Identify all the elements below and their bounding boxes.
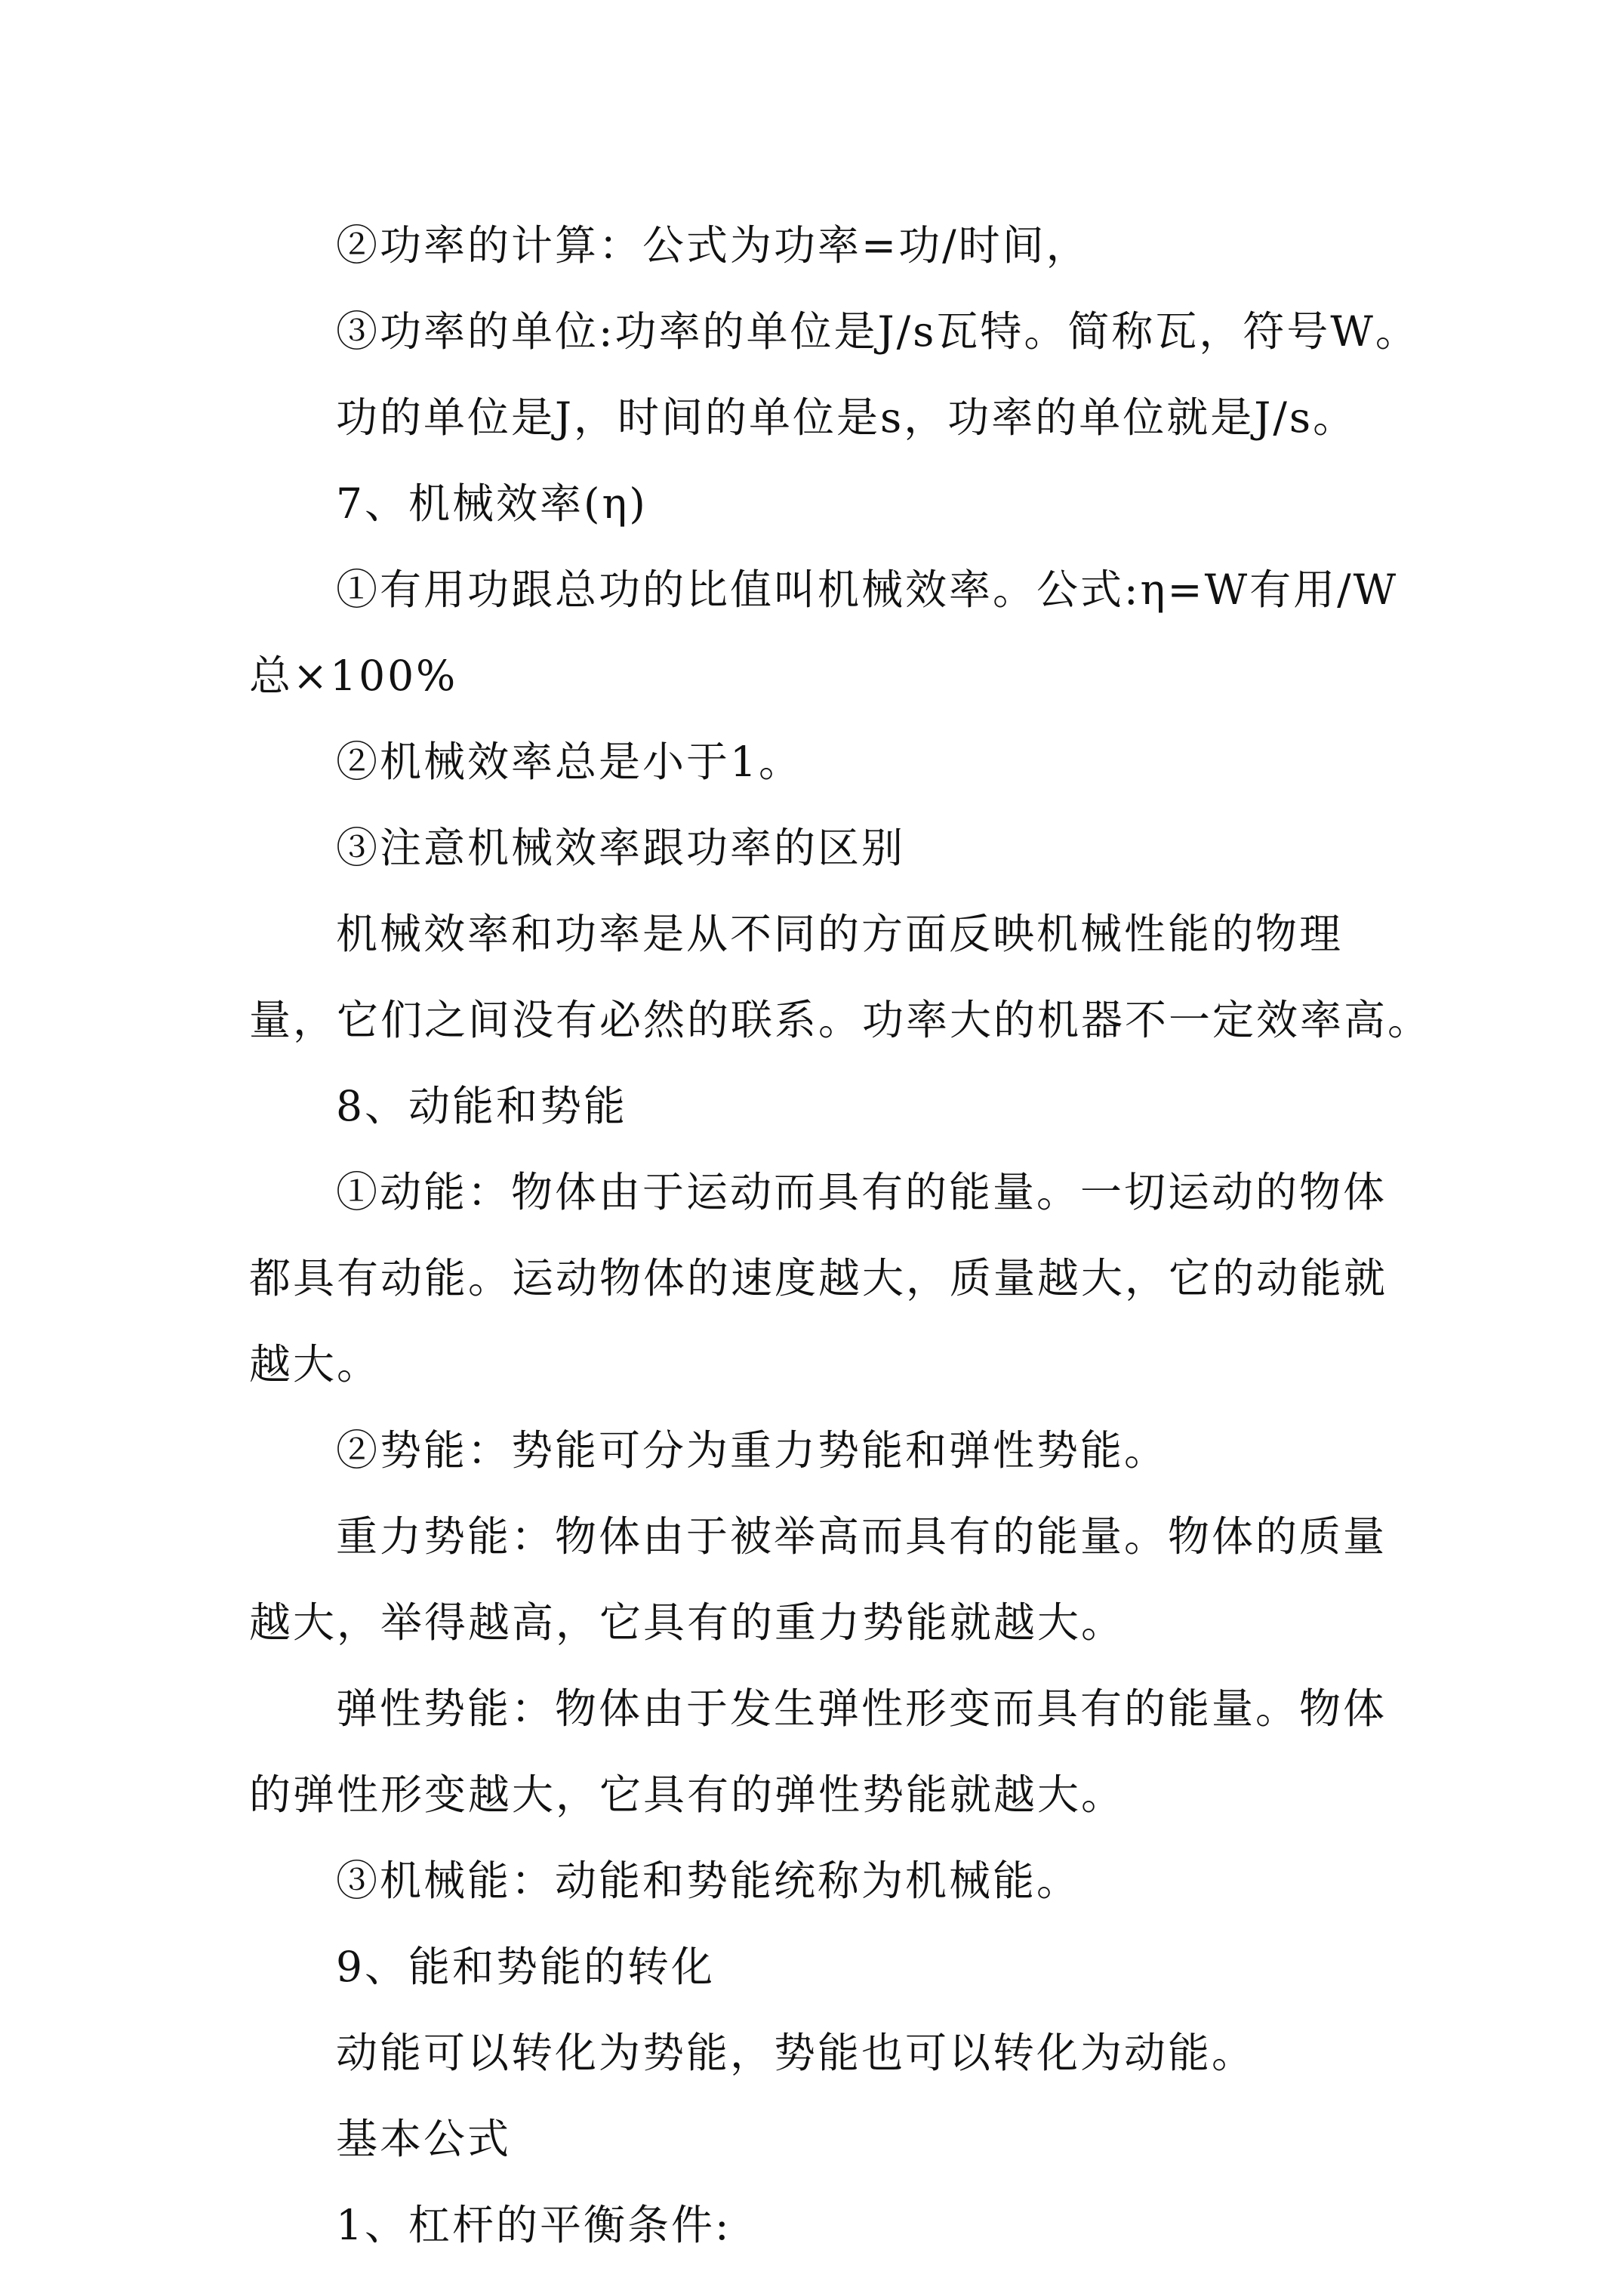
text-line: 重力势能：物体由于被举高而具有的能量。物体的质量	[336, 1512, 1387, 1561]
text-line: 都具有动能。运动物体的速度越大，质量越大，它的动能就	[249, 1254, 1388, 1302]
text-line: 机械效率和功率是从不同的方面反映机械性能的物理	[336, 910, 1344, 958]
text-line: ②功率的计算：公式为功率=功/时间，	[336, 221, 1090, 270]
section-heading: 基本公式	[336, 2115, 512, 2163]
document-body	[249, 202, 1432, 2268]
text-line: 总×100%	[249, 652, 458, 700]
section-heading: 7、机械效率(η)	[336, 479, 648, 528]
text-line: ②机械效率总是小于1。	[336, 738, 802, 786]
text-line: ③机械能：动能和势能统称为机械能。	[336, 1857, 1081, 1905]
text-line: ①有用功跟总功的比值叫机械效率。公式:η=W有用/W	[336, 566, 1399, 614]
text-line: ③功率的单位:功率的单位是J/s瓦特。简称瓦，符号W。	[336, 307, 1419, 356]
text-line: 弹性势能：物体由于发生弹性形变而具有的能量。物体	[336, 1684, 1387, 1733]
text-line: 的弹性形变越大，它具有的弹性势能就越大。	[249, 1771, 1126, 1819]
text-line: ③注意机械效率跟功率的区别	[336, 824, 906, 872]
section-heading: 9、能和势能的转化	[336, 1943, 715, 1991]
text-line: ②势能：势能可分为重力势能和弹性势能。	[336, 1426, 1169, 1475]
text-line: 动能可以转化为势能，势能也可以转化为动能。	[336, 2029, 1256, 2077]
section-heading: 8、动能和势能	[336, 1082, 627, 1130]
text-line: 量，它们之间没有必然的联系。功率大的机器不一定效率高。	[249, 996, 1432, 1044]
text-line: 越大。	[249, 1340, 381, 1388]
text-line: 功的单位是J，时间的单位是s，功率的单位就是J/s。	[336, 393, 1357, 442]
text-line: ①动能：物体由于运动而具有的能量。一切运动的物体	[336, 1168, 1387, 1216]
text-line: 1、杠杆的平衡条件:	[336, 2201, 731, 2249]
text-line: 越大，举得越高，它具有的重力势能就越大。	[249, 1598, 1126, 1647]
